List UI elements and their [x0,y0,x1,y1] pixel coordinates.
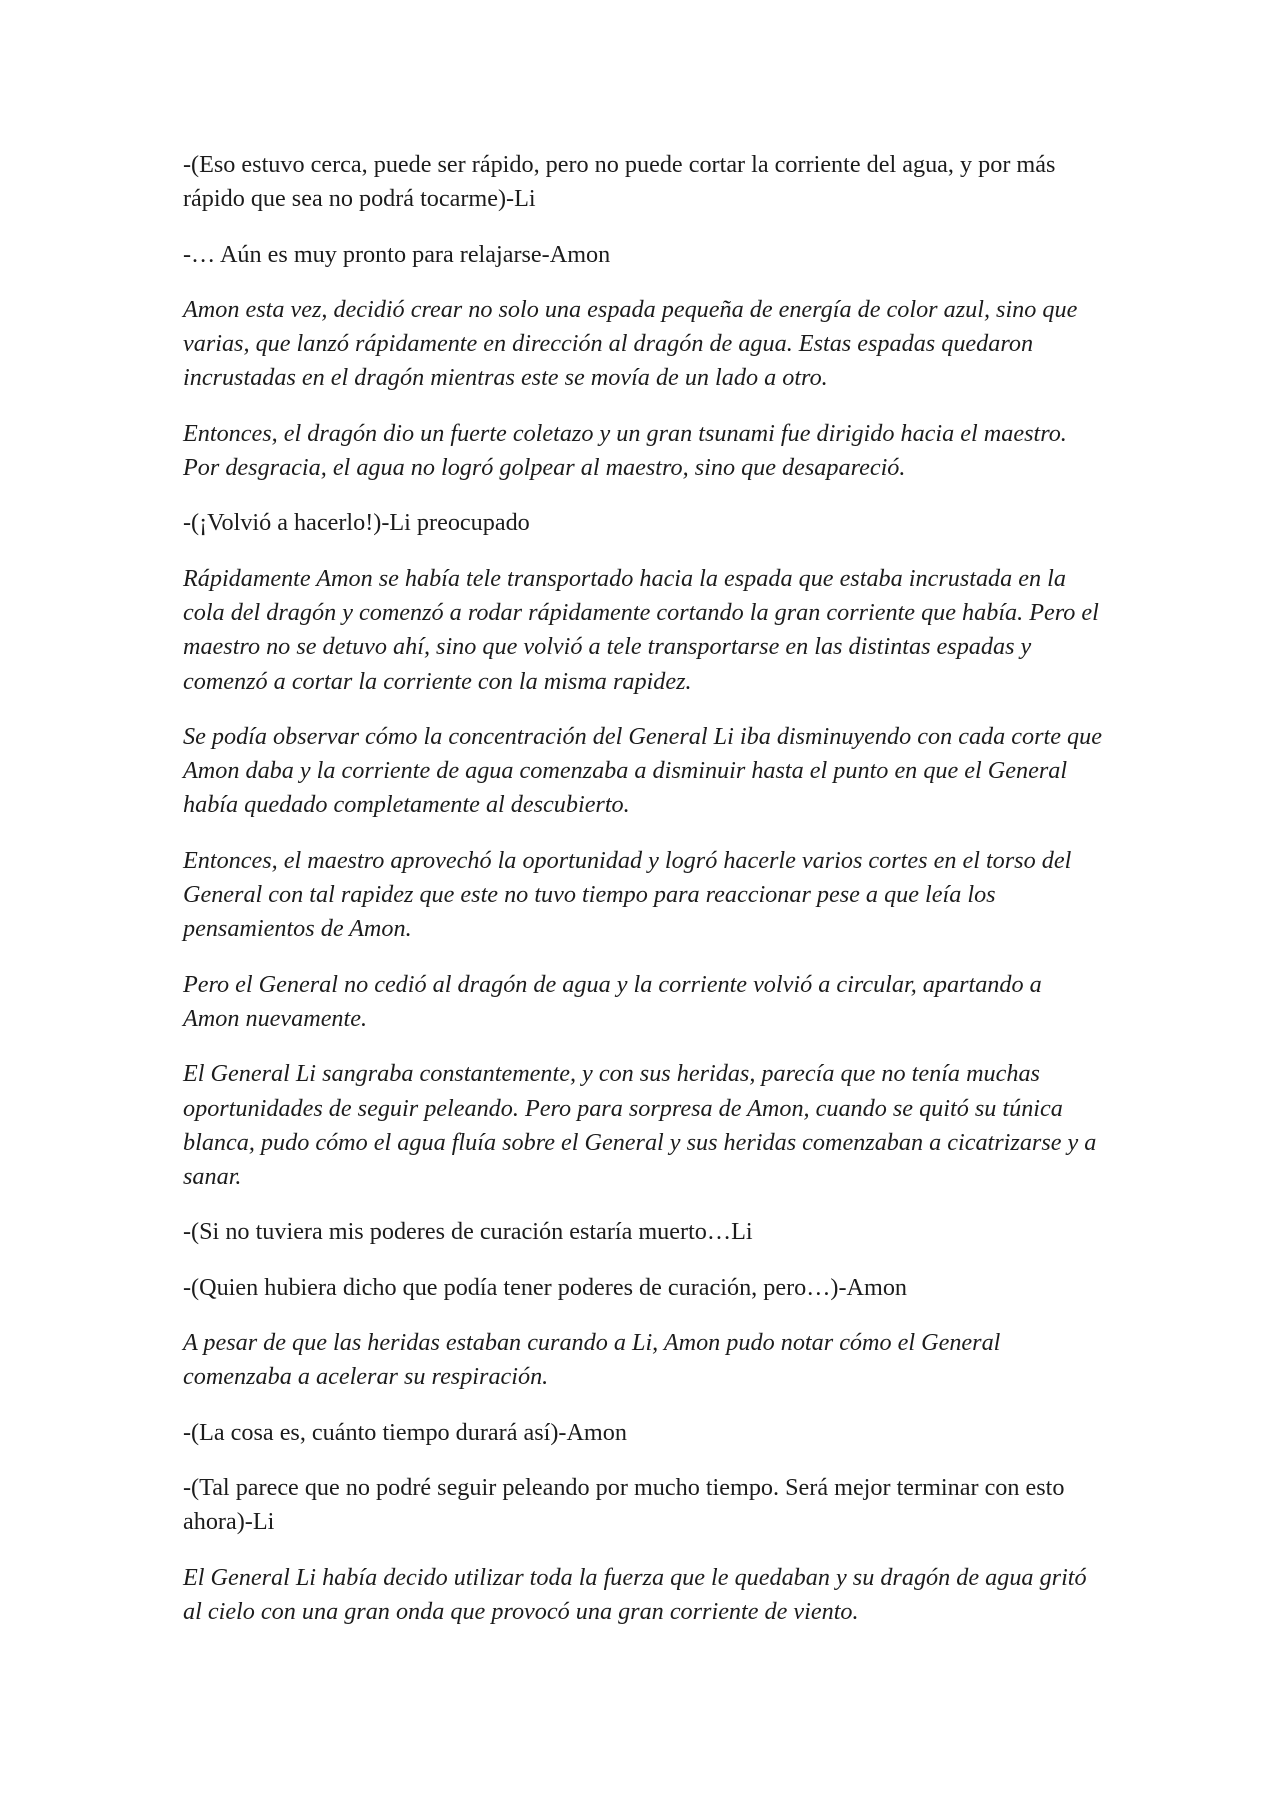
document-page [183,148,1103,1650]
paragraph-narration: El General Li había decido utilizar toda la fuerza que le quedaban y su dragón de agua gritó al cielo con una gran onda que provocó una gran corriente de viento. [183,1563,1087,1625]
paragraph-narration: Se podía observar cómo la concentración del General Li iba disminuyendo con cada corte que Amon daba y la corriente de agua comenzaba a disminuir hasta el punto en que el General había quedado completamente al descubierto. [183,722,1102,819]
paragraph-dialogue: -… Aún es muy pronto para relajarse-Amon [183,240,611,268]
paragraph-narration: Amon esta vez, decidió crear no solo una espada pequeña de energía de color azul, sino que varias, que lanzó rápidamente en dirección al dragón de agua. Estas espadas quedaron incrustadas en el dragón mientras este se movía de un lado a otro. [183,295,1078,392]
paragraph-dialogue: -(La cosa es, cuánto tiempo durará así)-Amon [183,1418,627,1446]
paragraph-narration: Entonces, el maestro aprovechó la oportunidad y logró hacerle varios cortes en el torso del General con tal rapidez que este no tuvo tiempo para reaccionar pese a que leía los pensamientos de Amon. [183,846,1072,943]
paragraph-dialogue: -(¡Volvió a hacerlo!)-Li preocupado [183,509,530,537]
paragraph-dialogue: -(Si no tuviera mis poderes de curación estaría muerto…Li [183,1218,753,1246]
paragraph-narration: El General Li sangraba constantemente, y con sus heridas, parecía que no tenía muchas oportunidades de seguir peleando. Pero para sorpresa de Amon, cuando se quitó su túnica blanca, pudo cómo el agua fluía sobre el General y sus heridas comenzaban a cicatrizarse y a sanar. [183,1060,1097,1191]
paragraph-narration: A pesar de que las heridas estaban curando a Li, Amon pudo notar cómo el General comenzaba a acelerar su respiración. [183,1329,1001,1391]
paragraph-narration: Pero el General no cedió al dragón de agua y la corriente volvió a circular, apartando a Amon nuevamente. [183,970,1042,1032]
paragraph-dialogue: -(Eso estuvo cerca, puede ser rápido, pero no puede cortar la corriente del agua, y por más rápido que sea no podrá tocarme)-Li [183,151,1056,213]
paragraph-dialogue: -(Tal parece que no podré seguir peleando por mucho tiempo. Será mejor terminar con esto ahora)-Li [183,1473,1065,1536]
paragraph-narration: Entonces, el dragón dio un fuerte coletazo y un gran tsunami fue dirigido hacia el maestro. Por desgracia, el agua no logró golpear al maestro, sino que desapareció. [183,419,1067,482]
paragraph-dialogue: -(Quien hubiera dicho que podía tener poderes de curación, pero…)-Amon [183,1273,908,1301]
paragraph-narration: Rápidamente Amon se había tele transportado hacia la espada que estaba incrustada en la cola del dragón y comenzó a rodar rápidamente cortando la gran corriente que había. Pero el maestro no se detuvo ahí, sino que volvió a tele transportarse en las distintas espadas y comenzó a cortar la corriente con la misma rapidez. [183,564,1099,695]
